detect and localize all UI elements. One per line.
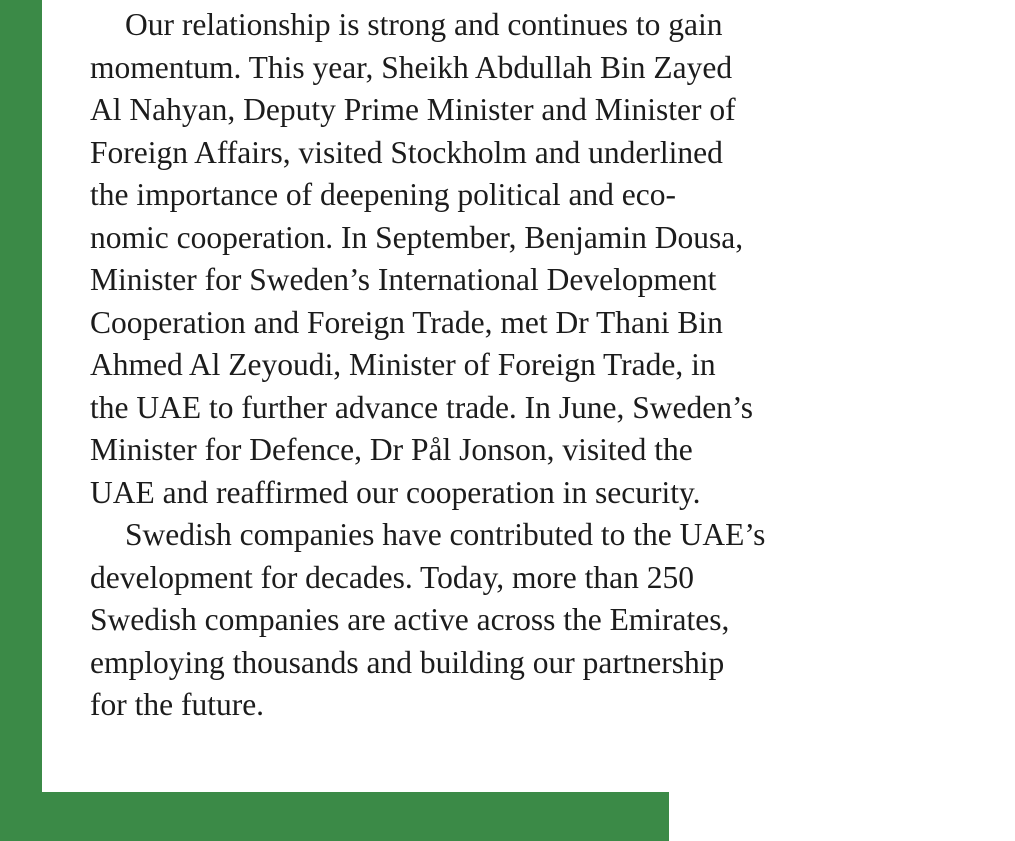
- text-line: Minister for Sweden’s International Development: [90, 262, 717, 297]
- green-border-left: [0, 0, 42, 841]
- text-line: development for decades. Today, more than 250: [90, 559, 694, 595]
- text-line: Cooperation and Foreign Trade, met Dr Thani Bin: [90, 304, 723, 340]
- text-line: for the future.: [90, 687, 265, 722]
- text-line: Ahmed Al Zeyoudi, Minister of Foreign Trade, in: [90, 347, 716, 382]
- text-line: Foreign Affairs, visited Stockholm and underlined: [90, 134, 723, 170]
- paragraph-2: [90, 514, 890, 727]
- article-body: [90, 4, 890, 727]
- text-line: Swedish companies have contributed to the UAE’s: [125, 517, 766, 552]
- text-line: Minister for Defence, Dr Pål Jonson, visited the: [90, 432, 693, 467]
- text-line: UAE and reaffirmed our cooperation in security.: [90, 474, 701, 510]
- text-line: nomic cooperation. In September, Benjamin Dousa,: [90, 219, 744, 255]
- text-line: employing thousands and building our partnership: [90, 644, 725, 680]
- text-line: Swedish companies are active across the Emirates,: [90, 602, 730, 637]
- green-border-bottom: [0, 792, 669, 841]
- text-line: Al Nahyan, Deputy Prime Minister and Minister of: [90, 92, 736, 127]
- text-line: the UAE to further advance trade. In June, Sweden’s: [90, 389, 754, 425]
- text-line: momentum. This year, Sheikh Abdullah Bin Zayed: [90, 49, 733, 85]
- text-line: the importance of deepening political and eco-: [90, 177, 677, 212]
- paragraph-1: [90, 4, 890, 514]
- text-line: Our relationship is strong and continues to gain: [125, 7, 723, 42]
